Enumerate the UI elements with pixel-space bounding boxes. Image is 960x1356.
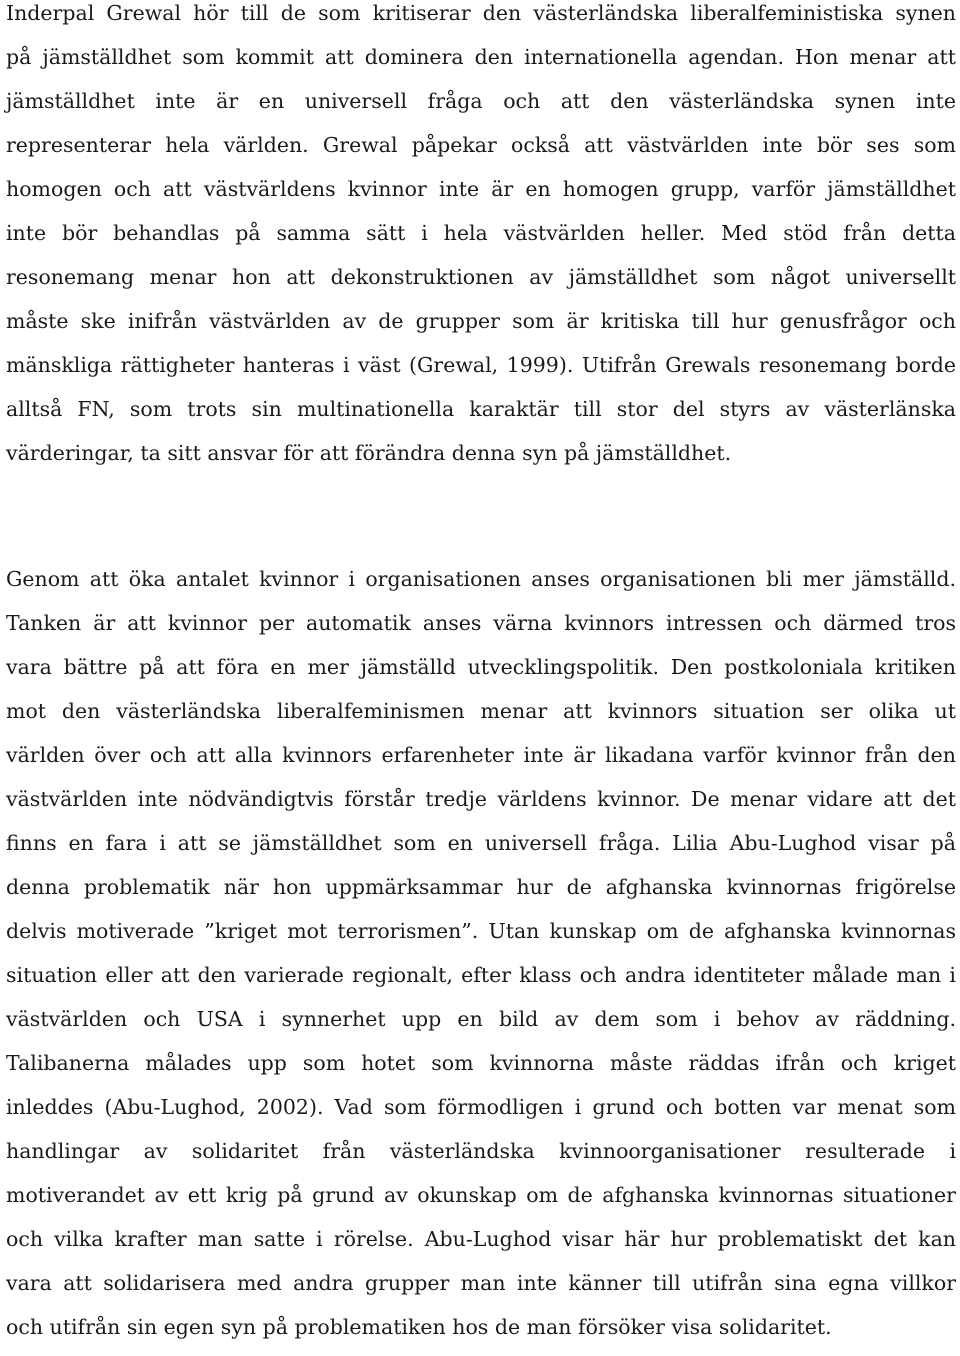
text-line: på jämställdhet som kommit att dominera den internationella agendan. Hon menar att xyxy=(6,45,956,69)
text-line: inte bör behandlas på samma sätt i hela västvärlden heller. Med stöd från detta xyxy=(6,221,956,245)
text-line: Talibanerna målades upp som hotet som kvinnorna måste räddas ifrån och kriget xyxy=(6,1051,956,1075)
text-line: och vilka krafter man satte i rörelse. Abu-Lughod visar här hur problematiskt det kan xyxy=(6,1227,956,1251)
text-line: denna problematik när hon uppmärksammar hur de afghanska kvinnornas frigörelse xyxy=(6,875,956,899)
text-line: vara att solidarisera med andra grupper man inte känner till utifrån sina egna villkor xyxy=(6,1271,956,1295)
text-line: värderingar, ta sitt ansvar för att förändra denna syn på jämställdhet. xyxy=(6,441,732,465)
text-line: representerar hela världen. Grewal påpekar också att västvärlden inte bör ses som xyxy=(6,133,956,157)
text-line: Genom att öka antalet kvinnor i organisationen anses organisationen bli mer jämställd. xyxy=(6,567,956,591)
text-line: homogen och att västvärldens kvinnor inte är en homogen grupp, varför jämställdhet xyxy=(6,177,956,201)
text-line: inleddes (Abu-Lughod, 2002). Vad som förmodligen i grund och botten var menat som xyxy=(6,1095,956,1119)
text-line: måste ske inifrån västvärlden av de grupper som är kritiska till hur genusfrågor och xyxy=(6,309,956,333)
text-line: alltså FN, som trots sin multinationella karaktär till stor del styrs av västerlänska xyxy=(6,397,956,421)
text-line: världen över och att alla kvinnors erfarenheter inte är likadana varför kvinnor från den xyxy=(6,743,956,767)
text-line: och utifrån sin egen syn på problematiken hos de man försöker visa solidaritet. xyxy=(6,1315,832,1339)
text-line: mot den västerländska liberalfeminismen menar att kvinnors situation ser olika ut xyxy=(6,699,956,723)
text-line: Tanken är att kvinnor per automatik anses värna kvinnors intressen och därmed tros xyxy=(6,611,956,635)
text-line: situation eller att den varierade regionalt, efter klass och andra identiteter målade man i xyxy=(6,963,956,987)
text-line: delvis motiverade ”kriget mot terrorismen”. Utan kunskap om de afghanska kvinnornas xyxy=(6,919,956,943)
text-line: motiverandet av ett krig på grund av okunskap om de afghanska kvinnornas situationer xyxy=(6,1183,956,1207)
text-line: resonemang menar hon att dekonstruktionen av jämställdhet som något universellt xyxy=(6,265,956,289)
paragraph-abu-lughod xyxy=(6,564,956,1356)
text-line: västvärlden och USA i synnerhet upp en bild av dem som i behov av räddning. xyxy=(6,1007,956,1031)
text-line: vara bättre på att föra en mer jämställd utvecklingspolitik. Den postkoloniala kritiken xyxy=(6,655,956,679)
text-line: handlingar av solidaritet från västerländska kvinnoorganisationer resulterade i xyxy=(6,1139,956,1163)
text-line: mänskliga rättigheter hanteras i väst (Grewal, 1999). Utifrån Grewals resonemang borde xyxy=(6,353,956,377)
paragraph-grewal xyxy=(6,0,956,482)
text-line: Inderpal Grewal hör till de som kritiserar den västerländska liberalfeministiska synen xyxy=(6,1,956,25)
text-line: jämställdhet inte är en universell fråga och att den västerländska synen inte xyxy=(6,89,956,113)
text-line: finns en fara i att se jämställdhet som en universell fråga. Lilia Abu-Lughod visar på xyxy=(6,831,956,855)
text-line: västvärlden inte nödvändigtvis förstår tredje världens kvinnor. De menar vidare att det xyxy=(6,787,956,811)
